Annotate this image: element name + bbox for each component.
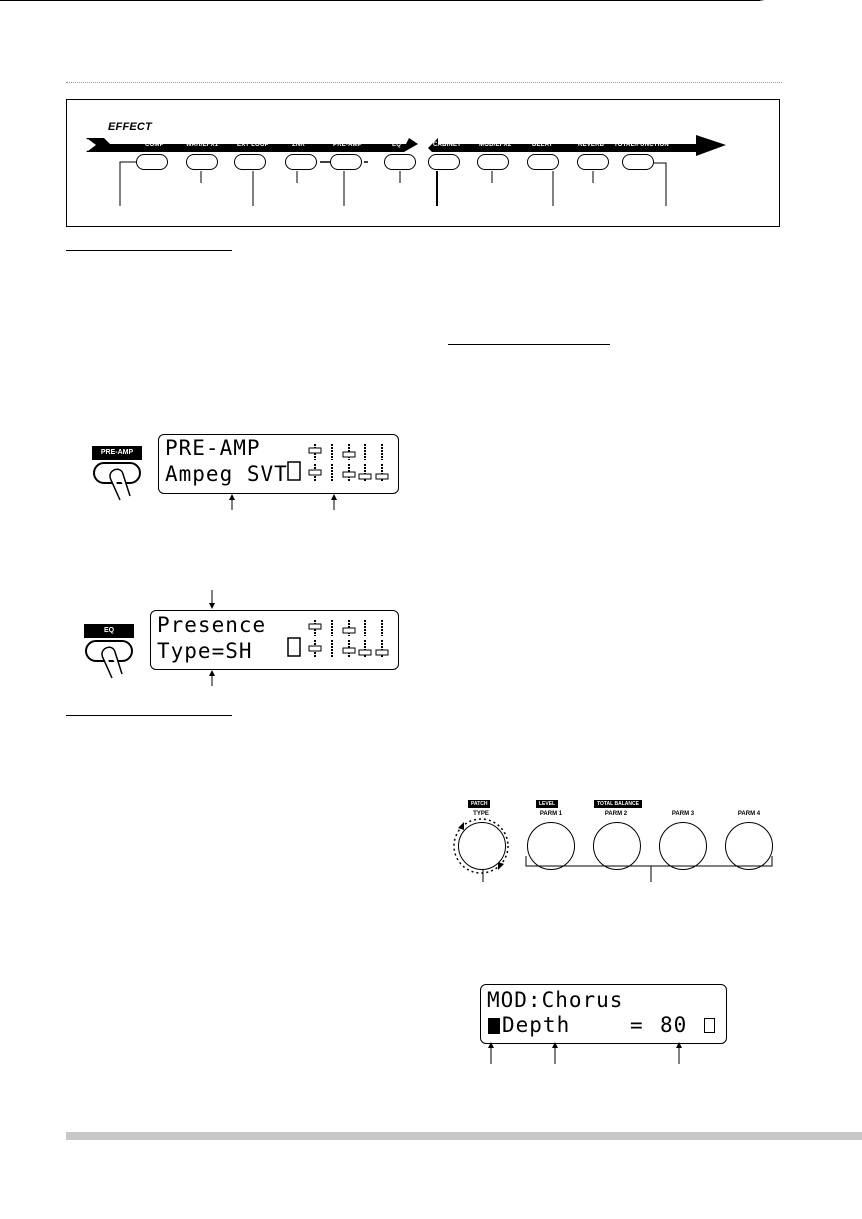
parm1-label: PARM 1	[539, 811, 563, 817]
pre-amp-lcd-line1: PRE-AMP	[165, 436, 261, 460]
mod-lcd-value: 80	[660, 1013, 688, 1037]
pointer-arrows	[484, 1042, 694, 1064]
dotted-divider	[66, 82, 782, 83]
section-heading-rule	[66, 250, 232, 251]
comp-label: COMP	[145, 142, 164, 148]
section-heading-rule	[448, 344, 610, 345]
page-top-rule	[0, 0, 760, 1]
delay-label: DELAY	[532, 142, 553, 148]
total-function-button[interactable]	[622, 154, 654, 170]
total-function-label: TOTAL/FUNCTION	[614, 142, 669, 148]
pointer-arrow-up	[206, 670, 218, 686]
footer-bar	[66, 1132, 862, 1140]
wah-efx1-label: WAH/EFX1	[186, 142, 219, 148]
mod-lcd-equals: =	[630, 1013, 644, 1037]
cabinet-label: CABINET	[433, 142, 462, 148]
page-corner-curve	[742, 0, 783, 1]
mod-efx2-button[interactable]	[477, 154, 509, 170]
eq-label: EQ	[392, 142, 402, 148]
finger-press-icon	[84, 640, 134, 680]
knob-bar-indicators	[285, 616, 395, 666]
knob-bracket	[470, 850, 780, 884]
mod-efx2-label: MOD/EFX2	[479, 142, 512, 148]
section-heading-rule	[66, 715, 232, 716]
eq-button[interactable]	[384, 154, 416, 170]
wah-efx1-button[interactable]	[186, 154, 218, 170]
eq-lcd-line2: Type=SH	[157, 639, 253, 663]
parm4-label: PARM 4	[737, 811, 761, 817]
ext-loop-button[interactable]	[234, 154, 266, 170]
eq-button-tag: EQ	[84, 624, 134, 638]
znr-button[interactable]	[285, 154, 317, 170]
level-tag: LEVEL	[536, 800, 558, 808]
effect-label: EFFECT	[108, 121, 152, 133]
delay-button[interactable]	[527, 154, 559, 170]
page-indicator-box	[704, 1018, 715, 1033]
type-label: TYPE	[473, 811, 489, 817]
parm2-label: PARM 2	[604, 811, 628, 817]
total-balance-tag: TOTAL BALANCE	[594, 800, 642, 808]
pre-amp-label: PRE-AMP	[333, 142, 363, 148]
cabinet-button[interactable]	[428, 154, 460, 170]
cursor-block	[488, 1018, 500, 1034]
pre-amp-lcd-line2: Ampeg SVT	[165, 462, 288, 486]
parm3-label: PARM 3	[671, 811, 695, 817]
pointer-arrows	[225, 494, 345, 510]
pre-amp-button-tag: PRE-AMP	[92, 446, 142, 460]
effect-flow-arrow	[66, 99, 780, 227]
patch-tag: PATCH	[468, 800, 490, 808]
mod-lcd-param: Depth	[502, 1013, 571, 1037]
mod-lcd-line1: MOD:Chorus	[487, 988, 624, 1012]
pointer-arrow-down	[206, 590, 218, 610]
ext-loop-label: EXT LOOP	[237, 142, 269, 148]
finger-press-icon	[92, 462, 142, 502]
comp-button[interactable]	[136, 154, 168, 170]
pre-amp-button[interactable]	[330, 154, 362, 170]
knob-bar-indicators	[285, 440, 395, 490]
znr-label: ZNR	[292, 142, 305, 148]
reverb-button[interactable]	[577, 154, 609, 170]
reverb-label: REVERB	[578, 142, 605, 148]
eq-lcd-line1: Presence	[157, 613, 267, 637]
